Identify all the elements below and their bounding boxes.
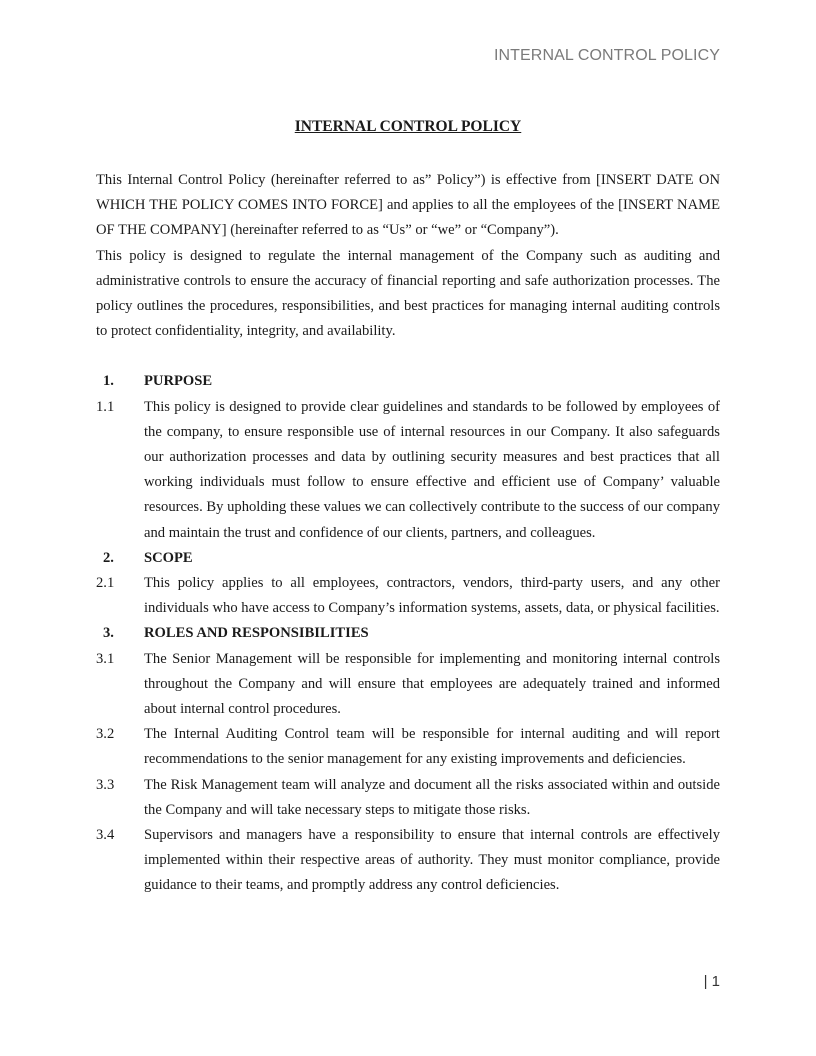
clause-number: 2.1 [96,575,115,592]
section-heading-roles [96,621,720,646]
section-number: 1. [103,373,114,390]
section-title: ROLES AND RESPONSIBILITIES [144,625,369,642]
section-title: PURPOSE [144,373,213,390]
spacer [96,344,720,369]
clause-text: Supervisors and managers have a responsibility to ensure that internal controls are effectively implemented within their respective areas of authority. They must monitor compliance, provide guidance to their teams, and promptly address any control deficiencies. [144,827,720,894]
clause-number: 3.1 [96,650,115,667]
section-heading-scope [96,546,720,571]
clause-number: 3.4 [96,827,115,844]
section-number: 3. [103,625,114,642]
clause-text: The Risk Management team will analyze and document all the risks associated within and outside the Company and will take necessary steps to mitigate those risks. [144,776,720,818]
intro-paragraph: This Internal Control Policy (hereinafter referred to as” Policy”) is effective from [INSERT DATE ON WHICH THE POLICY COMES INTO FORCE] and applies to all the employees of the [INSERT NAME OF THE COMPANY] (hereinafter referred to as “Us” or “we” or “Company”). [96,172,720,239]
clause-number: 3.2 [96,726,115,743]
page-number: | 1 [703,973,720,990]
document-title: INTERNAL CONTROL POLICY [294,118,522,135]
clause [96,647,720,723]
running-header: INTERNAL CONTROL POLICY [493,47,720,64]
clause-number: 1.1 [96,398,115,415]
clause-number: 3.3 [96,776,115,793]
section-title: SCOPE [144,549,193,566]
clause [96,395,720,546]
clause [96,773,720,823]
clause [96,722,720,772]
clause-text: The Internal Auditing Control team will be responsible for internal auditing and will report recommendations to the senior management for any existing improvements and deficiencies. [144,726,720,768]
clause-text: The Senior Management will be responsible for implementing and monitoring internal controls throughout the Company and will ensure that employees are adequately trained and informed about internal control procedures. [144,650,720,718]
document-body [96,114,720,899]
clause-text: This policy applies to all employees, contractors, vendors, third-party users, and any other individuals who have access to Company’s information systems, assets, data, or physical facilities. [144,575,720,617]
section-number: 2. [103,549,114,566]
intro-paragraph: This policy is designed to regulate the internal management of the Company such as auditing and administrative controls to ensure the accuracy of financial reporting and safe authorization processes. The policy outlines the procedures, responsibilities, and best practices for managing internal auditing controls to protect confidentiality, integrity, and availability. [96,247,720,340]
section-heading-purpose [96,369,720,394]
clause [96,571,720,621]
clause [96,823,720,899]
clause-text: This policy is designed to provide clear guidelines and standards to be followed by employees of the company, to ensure responsible use of internal resources in our Company. It also safeguards our authorization processes and data by outlining security measures and best practices that all working individuals must follow to ensure effective and efficient use of Company’ valuable resources. By upholding these values we can collectively contribute to the success of our company and maintain the trust and confidence of our clients, partners, and colleagues. [144,398,720,541]
